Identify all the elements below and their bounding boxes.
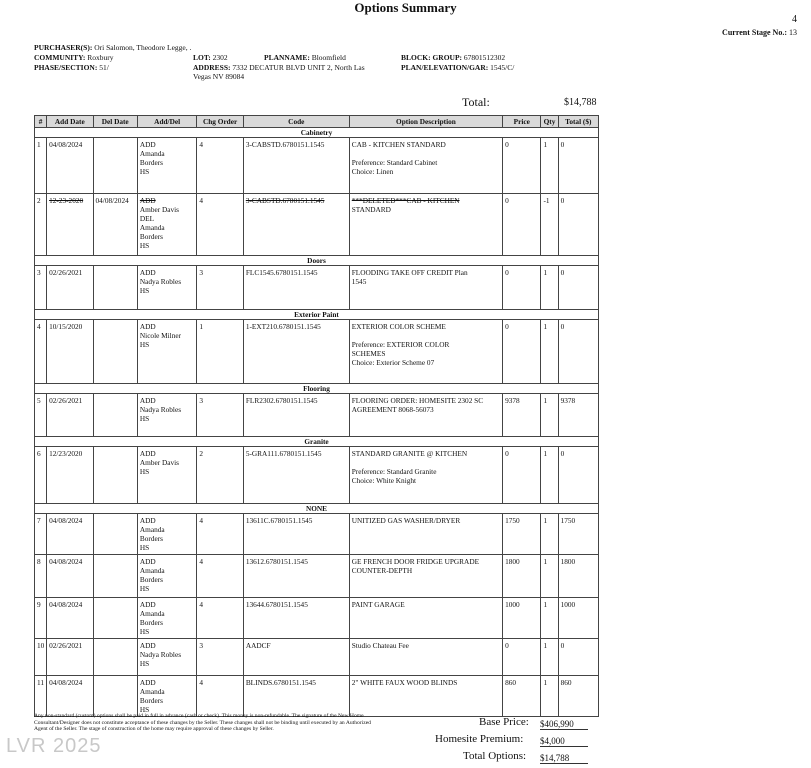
- cell-chg-order: 4: [197, 138, 243, 194]
- cell-code: 13611C.6780151.1545: [243, 514, 349, 555]
- phase-value: 51/: [99, 63, 109, 72]
- purchaser-line: [34, 43, 414, 52]
- cell-total: 860: [558, 676, 598, 717]
- planname-line: [264, 53, 346, 62]
- add-del-line: ADD: [139, 268, 156, 277]
- cell-price: 0: [503, 447, 541, 504]
- cell-description: [349, 266, 502, 310]
- add-del-line: Amanda: [139, 525, 165, 534]
- add-del-line: Borders: [139, 618, 163, 627]
- add-del-line: HS: [139, 659, 150, 668]
- block-line: [401, 53, 505, 62]
- cell-description: [349, 514, 502, 555]
- cell-description: [349, 598, 502, 639]
- cell-del-date: [93, 447, 137, 504]
- cell-del-date: [93, 639, 137, 676]
- total-options-value: $14,788: [540, 753, 588, 764]
- cell-add-del: [137, 320, 197, 384]
- cell-chg-order: 2: [197, 447, 243, 504]
- add-del-line: Amanda: [139, 223, 165, 232]
- page-title: Options Summary: [354, 0, 457, 15]
- plan-elev-label: PLAN/ELEVATION/GAR:: [401, 63, 489, 72]
- description-line: GE FRENCH DOOR FRIDGE UPGRADE: [351, 557, 480, 566]
- col-header-description: Option Description: [349, 116, 502, 128]
- add-del-line: Nadya Robles: [139, 650, 182, 659]
- add-del-line: HS: [139, 543, 150, 552]
- cell-del-date: [93, 676, 137, 717]
- cell-chg-order: 3: [197, 394, 243, 437]
- cell-add-date: 04/08/2024: [47, 514, 93, 555]
- cell-chg-order: 4: [197, 194, 243, 256]
- cell-add-date: 02/26/2021: [47, 266, 93, 310]
- add-del-line: HS: [139, 167, 150, 176]
- description-detail-line: Preference: EXTERIOR COLOR: [351, 340, 450, 349]
- add-del-line: Borders: [139, 232, 163, 241]
- community-value: Roxbury: [87, 53, 114, 62]
- total-value: $14,788: [564, 97, 597, 108]
- cell-qty: -1: [541, 194, 558, 256]
- col-header-num: #: [35, 116, 47, 128]
- cell-add-del: [137, 138, 197, 194]
- add-del-line: ADD: [139, 322, 156, 331]
- cell-price: 0: [503, 138, 541, 194]
- planname-label: PLANNAME:: [264, 53, 310, 62]
- add-del-line: HS: [139, 286, 150, 295]
- add-del-line: ADD: [139, 196, 156, 205]
- cell-chg-order: 3: [197, 639, 243, 676]
- cell-chg-order: 4: [197, 676, 243, 717]
- cell-description: [349, 555, 502, 598]
- section-header: Granite: [35, 437, 599, 447]
- stage-value: 13: [789, 28, 797, 37]
- cell-chg-order: 4: [197, 555, 243, 598]
- cell-num: 7: [35, 514, 47, 555]
- add-del-line: Amanda: [139, 687, 165, 696]
- table-row: [35, 447, 599, 504]
- table-row: [35, 514, 599, 555]
- add-del-line: Borders: [139, 696, 163, 705]
- cell-add-date: 12-23-2020: [47, 194, 93, 256]
- cell-del-date: [93, 394, 137, 437]
- cell-add-del: [137, 394, 197, 437]
- cell-chg-order: 4: [197, 514, 243, 555]
- block-label: BLOCK: GROUP:: [401, 53, 463, 62]
- phase-line: [34, 63, 109, 72]
- cell-qty: 1: [541, 138, 558, 194]
- cell-num: 8: [35, 555, 47, 598]
- description-detail-line: Preference: Standard Granite: [351, 467, 437, 476]
- cell-qty: 1: [541, 394, 558, 437]
- cell-num: 3: [35, 266, 47, 310]
- add-del-line: DEL: [139, 214, 155, 223]
- section-row: [35, 310, 599, 320]
- add-del-line: ADD: [139, 678, 156, 687]
- cell-add-del: [137, 676, 197, 717]
- col-header-qty: Qty: [541, 116, 558, 128]
- description-line: Studio Chateau Fee: [351, 641, 409, 650]
- description-spacer: [352, 458, 500, 467]
- stage-label: Current Stage No.:: [722, 28, 787, 37]
- col-header-total: Total ($): [558, 116, 598, 128]
- cell-price: 0: [503, 639, 541, 676]
- cell-total: 1750: [558, 514, 598, 555]
- page-number: 4: [792, 14, 797, 25]
- add-del-line: ADD: [139, 516, 156, 525]
- cell-price: 0: [503, 266, 541, 310]
- cell-qty: 1: [541, 598, 558, 639]
- section-header: Cabinetry: [35, 128, 599, 138]
- description-line: AGREEMENT 8068-56073: [351, 405, 434, 414]
- cell-del-date: [93, 598, 137, 639]
- section-header: Exterior Paint: [35, 310, 599, 320]
- cell-description: [349, 676, 502, 717]
- table-row: [35, 266, 599, 310]
- cell-del-date: [93, 555, 137, 598]
- cell-price: 860: [503, 676, 541, 717]
- cell-total: 0: [558, 194, 598, 256]
- add-del-line: Amanda: [139, 566, 165, 575]
- description-line: UNITIZED GAS WASHER/DRYER: [351, 516, 461, 525]
- address-value-2: Vegas NV 89084: [193, 72, 245, 81]
- col-header-price: Price: [503, 116, 541, 128]
- cell-qty: 1: [541, 320, 558, 384]
- description-detail-line: Preference: Standard Cabinet: [351, 158, 438, 167]
- cell-add-del: [137, 447, 197, 504]
- cell-qty: 1: [541, 639, 558, 676]
- description-line: FLOORING ORDER: HOMESITE 2302 SC: [351, 396, 484, 405]
- cell-num: 11: [35, 676, 47, 717]
- add-del-line: HS: [139, 584, 150, 593]
- description-line: PAINT GARAGE: [351, 600, 405, 609]
- description-line: 2" WHITE FAUX WOOD BLINDS: [351, 678, 458, 687]
- cell-description: [349, 194, 502, 256]
- section-header: Flooring: [35, 384, 599, 394]
- add-del-line: ADD: [139, 600, 156, 609]
- purchaser-value: Ori Salomon, Theodore Legge, .: [94, 43, 192, 52]
- cell-total: 9378: [558, 394, 598, 437]
- add-del-line: ADD: [139, 557, 156, 566]
- cell-description: [349, 447, 502, 504]
- table-row: [35, 138, 599, 194]
- cell-code: BLINDS.6780151.1545: [243, 676, 349, 717]
- section-row: [35, 384, 599, 394]
- add-del-line: HS: [139, 467, 150, 476]
- section-row: [35, 256, 599, 266]
- cell-code: FLC1545.6780151.1545: [243, 266, 349, 310]
- cell-add-date: 10/15/2020: [47, 320, 93, 384]
- add-del-line: Nadya Robles: [139, 405, 182, 414]
- plan-elev-value: 1545/C/: [490, 63, 515, 72]
- add-del-line: HS: [139, 705, 150, 714]
- block-value: 67801512302: [463, 53, 506, 62]
- total-options-label: Total Options:: [463, 750, 527, 762]
- cell-chg-order: 4: [197, 598, 243, 639]
- cell-total: 0: [558, 447, 598, 504]
- cell-num: 1: [35, 138, 47, 194]
- base-price-label: Base Price:: [479, 716, 529, 728]
- description-spacer: [352, 331, 500, 340]
- cell-add-del: [137, 555, 197, 598]
- add-del-line: Amber Davis: [139, 205, 180, 214]
- col-header-add-del: Add/Del: [137, 116, 197, 128]
- cell-del-date: 04/08/2024: [93, 194, 137, 256]
- cell-code: 3-CABSTD.6780151.1545: [243, 194, 349, 256]
- table-row: [35, 676, 599, 717]
- cell-num: 2: [35, 194, 47, 256]
- cell-description: [349, 394, 502, 437]
- description-line: 1545: [351, 277, 367, 286]
- cell-add-date: 02/26/2021: [47, 639, 93, 676]
- plan-elev-line: [401, 63, 514, 72]
- cell-del-date: [93, 138, 137, 194]
- col-header-code: Code: [243, 116, 349, 128]
- cell-add-date: 04/08/2024: [47, 555, 93, 598]
- add-del-line: Nadya Robles: [139, 277, 182, 286]
- description-detail-line: Choice: Exterior Scheme 07: [351, 358, 435, 367]
- section-row: [35, 437, 599, 447]
- description-line: CAB - KITCHEN STANDARD: [351, 140, 446, 149]
- cell-code: 3-CABSTD.6780151.1545: [243, 138, 349, 194]
- add-del-line: HS: [139, 627, 150, 636]
- community-label: COMMUNITY:: [34, 53, 86, 62]
- add-del-line: Amber Davis: [139, 458, 180, 467]
- cell-price: 0: [503, 320, 541, 384]
- cell-total: 0: [558, 266, 598, 310]
- table-row: [35, 320, 599, 384]
- homesite-premium-label: Homesite Premium:: [435, 733, 524, 745]
- watermark: LVR 2025: [6, 735, 102, 757]
- lot-value: 2302: [212, 53, 228, 62]
- description-spacer: [352, 149, 500, 158]
- cell-price: 0: [503, 194, 541, 256]
- add-del-line: ADD: [139, 396, 156, 405]
- planname-value: Bloomfield: [311, 53, 346, 62]
- address-line: [193, 63, 393, 81]
- current-stage: [722, 28, 797, 37]
- cell-description: [349, 320, 502, 384]
- total-label: Total:: [462, 95, 490, 109]
- cell-add-del: [137, 639, 197, 676]
- add-del-line: HS: [139, 241, 150, 250]
- cell-num: 10: [35, 639, 47, 676]
- cell-qty: 1: [541, 447, 558, 504]
- cell-add-date: 02/26/2021: [47, 394, 93, 437]
- cell-add-del: [137, 266, 197, 310]
- cell-code: FLR2302.6780151.1545: [243, 394, 349, 437]
- add-del-line: HS: [139, 414, 150, 423]
- cell-total: 0: [558, 639, 598, 676]
- cell-price: 1750: [503, 514, 541, 555]
- cell-num: 9: [35, 598, 47, 639]
- add-del-line: Amanda: [139, 609, 165, 618]
- table-row: [35, 598, 599, 639]
- section-row: [35, 504, 599, 514]
- community-line: [34, 53, 114, 62]
- cell-add-date: 04/08/2024: [47, 138, 93, 194]
- cell-price: 1000: [503, 598, 541, 639]
- cell-total: 0: [558, 138, 598, 194]
- cell-code: 1-EXT210.6780151.1545: [243, 320, 349, 384]
- phase-label: PHASE/SECTION:: [34, 63, 98, 72]
- cell-code: 13644.6780151.1545: [243, 598, 349, 639]
- add-del-line: Amanda: [139, 149, 165, 158]
- add-del-line: ADD: [139, 641, 156, 650]
- cell-code: 5-GRA111.6780151.1545: [243, 447, 349, 504]
- lot-line: [193, 53, 228, 62]
- section-header: Doors: [35, 256, 599, 266]
- description-detail-line: Choice: Linen: [351, 167, 394, 176]
- cell-total: 0: [558, 320, 598, 384]
- cell-code: 13612.6780151.1545: [243, 555, 349, 598]
- description-line: STANDARD GRANITE @ KITCHEN: [351, 449, 468, 458]
- cell-qty: 1: [541, 676, 558, 717]
- col-header-add-date: Add Date: [47, 116, 93, 128]
- cell-price: 9378: [503, 394, 541, 437]
- cell-price: 1800: [503, 555, 541, 598]
- cell-total: 1000: [558, 598, 598, 639]
- cell-add-date: 12/23/2020: [47, 447, 93, 504]
- cell-add-date: 04/08/2024: [47, 598, 93, 639]
- description-line: ***DELETED***CAB - KITCHEN: [351, 196, 460, 205]
- description-line: COUNTER-DEPTH: [351, 566, 413, 575]
- cell-add-date: 04/08/2024: [47, 676, 93, 717]
- description-line: STANDARD: [351, 205, 391, 214]
- homesite-premium-value: $4,000: [540, 736, 588, 747]
- options-table: [34, 115, 599, 717]
- description-detail-line: SCHEMES: [351, 349, 386, 358]
- table-row: [35, 194, 599, 256]
- disclaimer-note: Any non-standard (custom) options shall be paid in full in advance (cash or check). This money is non-refundable. The signature of the New Home Consultant/Designer does not constitute acceptance of these changes by the Seller. These changes shall not be binding until executed by an Authorized Agent of the Seller. The stage of construction of the home may require approval of these changes by Seller.: [34, 713, 371, 733]
- cell-num: 6: [35, 447, 47, 504]
- cell-del-date: [93, 514, 137, 555]
- section-header: NONE: [35, 504, 599, 514]
- cell-add-del: [137, 514, 197, 555]
- table-row: [35, 555, 599, 598]
- col-header-chg-order: Chg Order: [197, 116, 243, 128]
- cell-qty: 1: [541, 266, 558, 310]
- cell-num: 5: [35, 394, 47, 437]
- cell-add-del: [137, 194, 197, 256]
- cell-code: AADCF: [243, 639, 349, 676]
- cell-total: 1800: [558, 555, 598, 598]
- purchaser-label: PURCHASER(S):: [34, 43, 93, 52]
- section-row: [35, 128, 599, 138]
- address-value-1: 7332 DECATUR BLVD UNIT 2, North Las: [232, 63, 365, 72]
- cell-del-date: [93, 266, 137, 310]
- add-del-line: Borders: [139, 158, 163, 167]
- lot-label: LOT:: [193, 53, 211, 62]
- address-label: ADDRESS:: [193, 63, 231, 72]
- description-line: EXTERIOR COLOR SCHEME: [351, 322, 446, 331]
- description-detail-line: Choice: White Knight: [351, 476, 417, 485]
- cell-add-del: [137, 598, 197, 639]
- table-row: [35, 639, 599, 676]
- add-del-line: Borders: [139, 534, 163, 543]
- col-header-del-date: Del Date: [93, 116, 137, 128]
- add-del-line: HS: [139, 340, 150, 349]
- cell-qty: 1: [541, 514, 558, 555]
- add-del-line: ADD: [139, 449, 156, 458]
- cell-num: 4: [35, 320, 47, 384]
- base-price-value: $406,990: [540, 719, 588, 730]
- cell-del-date: [93, 320, 137, 384]
- description-line: FLOODING TAKE OFF CREDIT Plan: [351, 268, 468, 277]
- cell-description: [349, 639, 502, 676]
- add-del-line: Borders: [139, 575, 163, 584]
- cell-description: [349, 138, 502, 194]
- cell-chg-order: 1: [197, 320, 243, 384]
- table-row: [35, 394, 599, 437]
- add-del-line: Nicole Milner: [139, 331, 182, 340]
- cell-qty: 1: [541, 555, 558, 598]
- add-del-line: ADD: [139, 140, 156, 149]
- table-header-row: [35, 116, 599, 128]
- cell-chg-order: 3: [197, 266, 243, 310]
